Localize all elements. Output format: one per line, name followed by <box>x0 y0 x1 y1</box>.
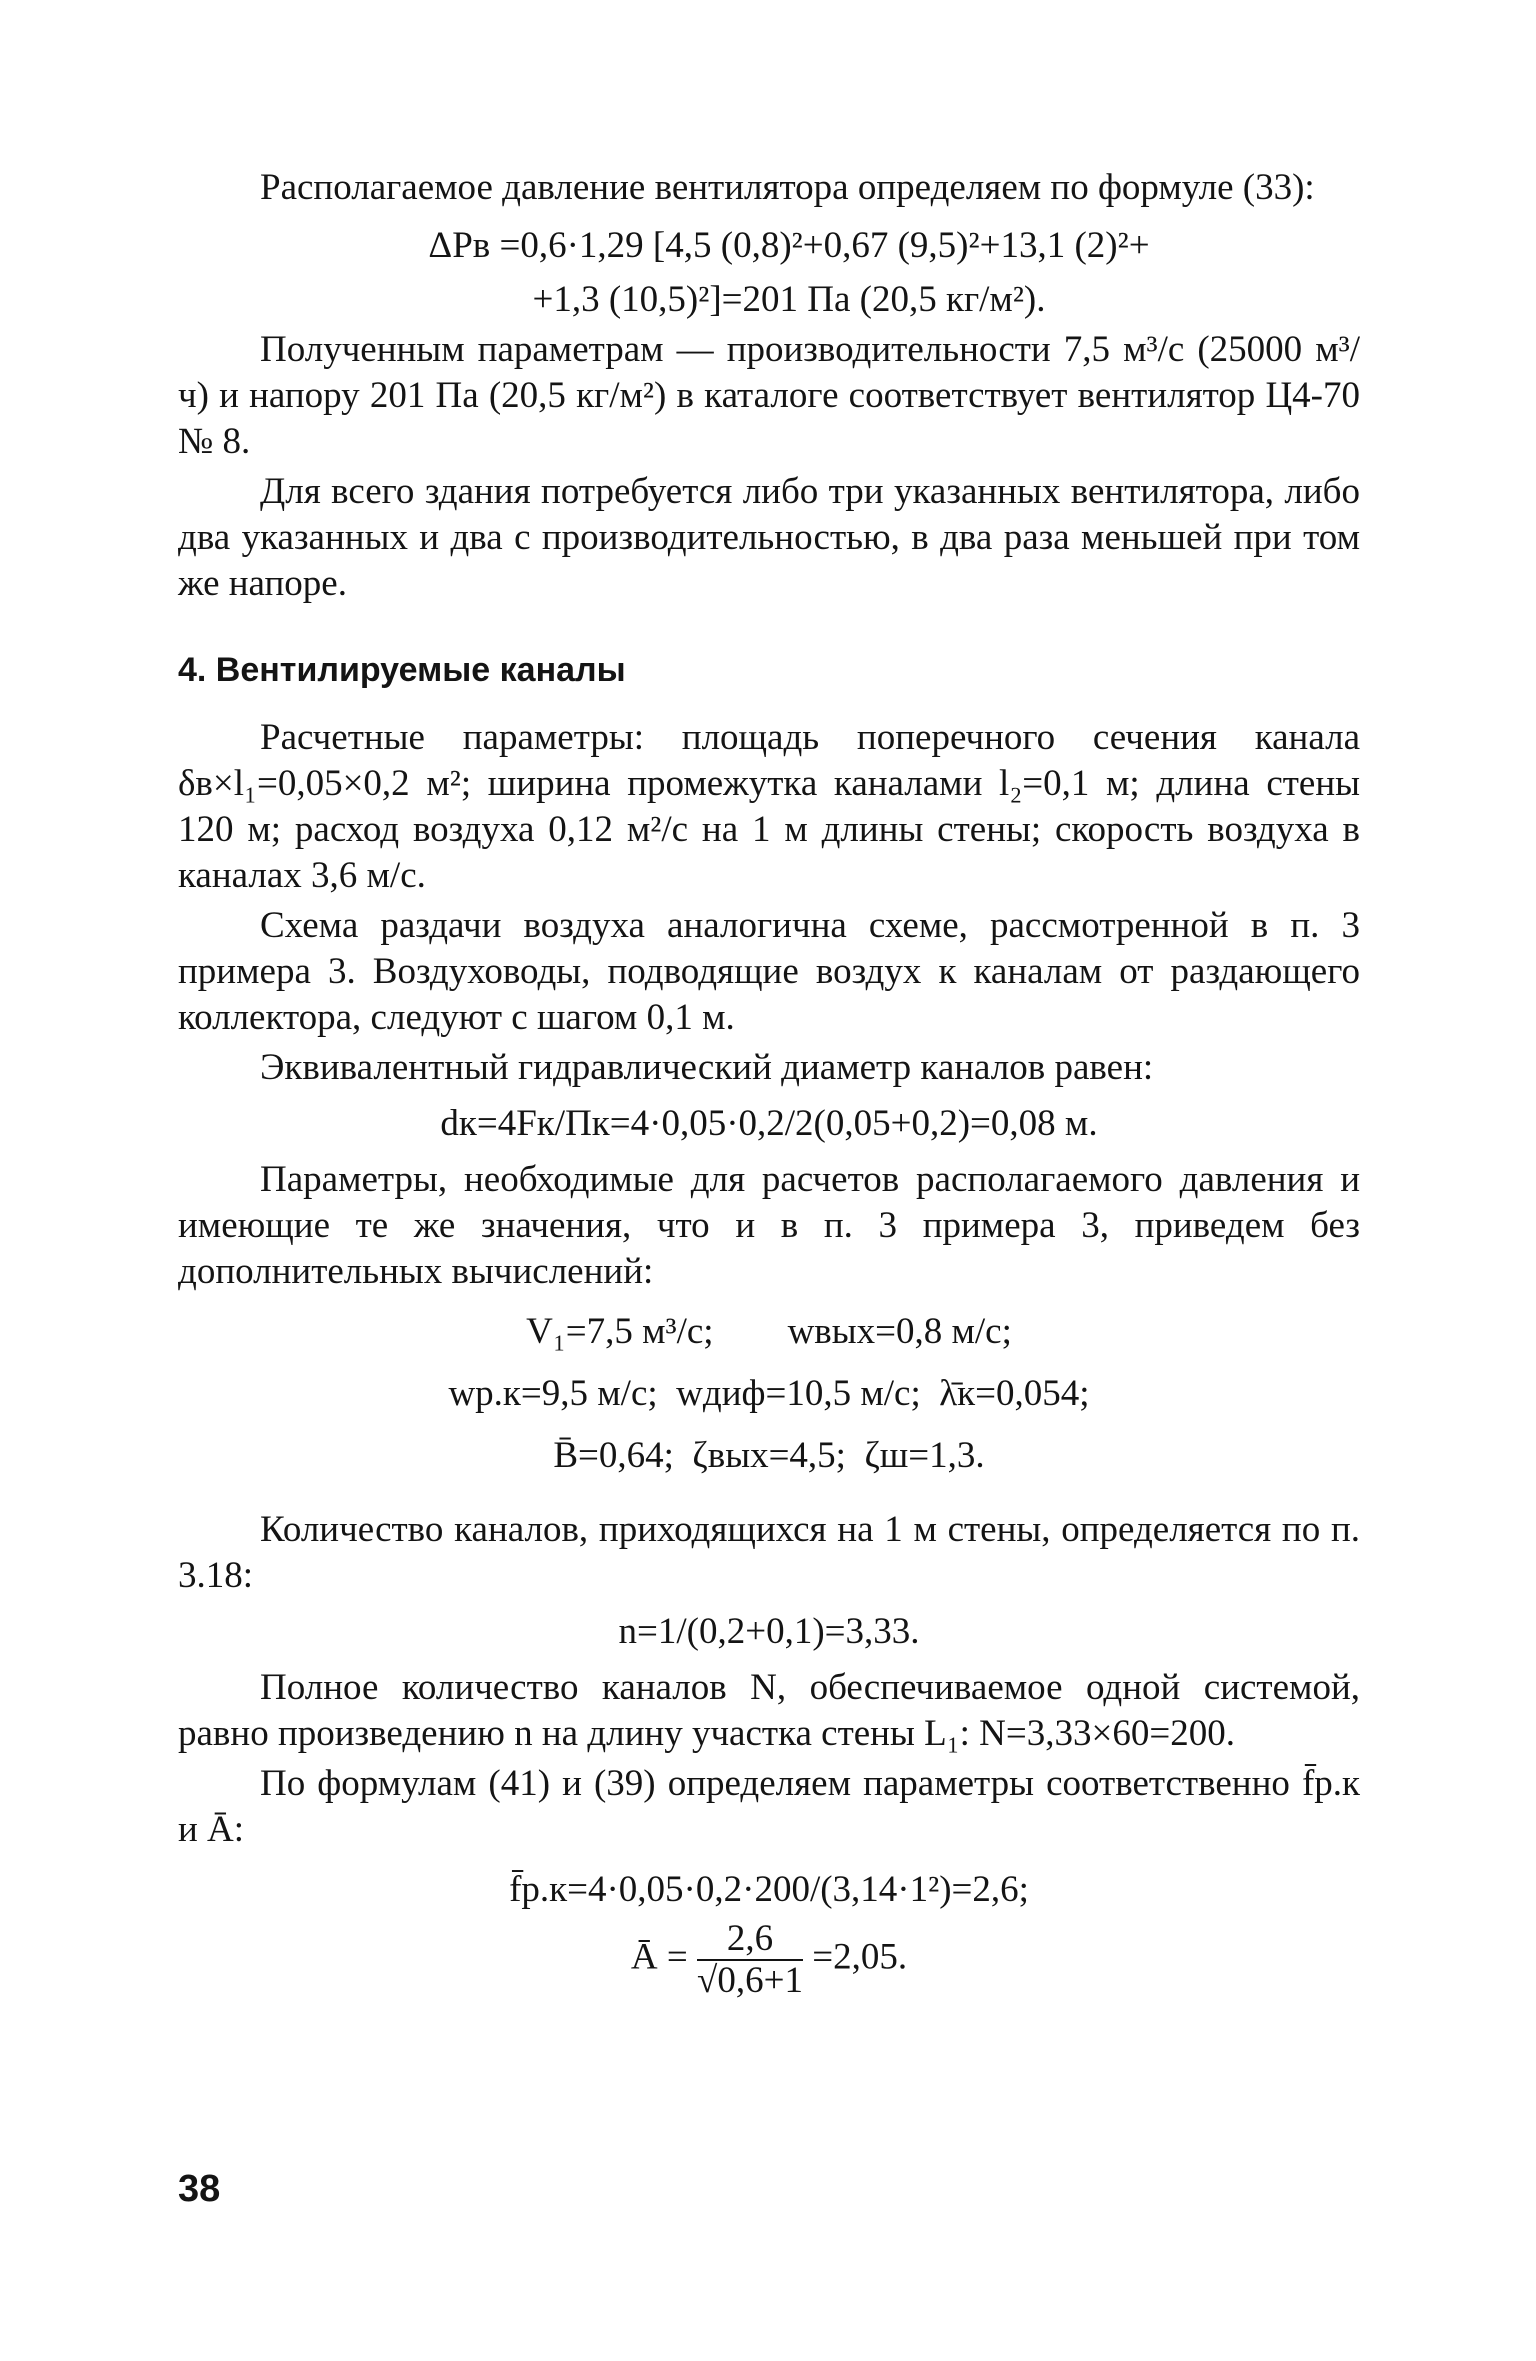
fraction-denominator: √0,6+1 <box>697 1960 803 2001</box>
equation-parameter-list <box>178 1309 1360 1479</box>
fraction-numerator: 2,6 <box>697 1919 803 1961</box>
equation-line: B̄=0,64; ζвых=4,5; ζш=1,3. <box>553 1435 985 1476</box>
equation-diameter: dк=4Fк/Пк=4·0,05·0,2/2(0,05+0,2)=0,08 м. <box>440 1103 1098 1144</box>
paragraph-building-fans: Для всего здания потребуется либо три указанных вентилятора, либо два указанных и два с производительностью, в два раза меньшей при том же напоре. <box>178 471 1360 604</box>
equation-channel-count: n=1/(0,2+0,1)=3,33. <box>618 1611 920 1652</box>
equation-line: wр.к=9,5 м/с; wдиф=10,5 м/с; λ̄к=0,054; <box>448 1373 1090 1414</box>
paragraph-parameters: Параметры, необходимые для расчетов располагаемого давления и имеющие те же значения, что и в п. 3 примера 3, приведем без дополнительных вычислений: <box>178 1159 1360 1292</box>
equation-f-rk: f̄р.к=4·0,05·0,2·200/(3,14·1²)=2,6; <box>509 1869 1029 1910</box>
paragraph-design-params: Расчетные параметры: площадь поперечного сечения канала δв×l₁=0,05×0,2 м²; ширина промежутка каналами l₂=0,1 м; длина стены 120 м; расход воздуха 0,12 м²/с на 1 м длины стены; скорость воздуха в каналах 3,6 м/с. <box>178 717 1360 896</box>
equation-a-rhs: =2,05. <box>812 1936 908 1978</box>
fraction <box>697 1919 803 2001</box>
paragraph-channel-count: Количество каналов, приходящихся на 1 м стены, определяется по п. 3.18: <box>178 1509 1360 1596</box>
paragraph-available-pressure: Располагаемое давление вентилятора определяем по формуле (33): <box>260 167 1315 208</box>
paragraph-equivalent-diameter: Эквивалентный гидравлический диаметр каналов равен: <box>260 1047 1154 1088</box>
equation-a-lhs: Ā = <box>630 1936 688 1978</box>
paragraph-air-scheme: Схема раздачи воздуха аналогична схеме, рассмотренной в п. 3 примера 3. Воздуховоды, подводящие воздух к каналам от раздающего коллектора, следуют с шагом 0,1 м. <box>178 905 1360 1038</box>
paragraph-total-channels: Полное количество каналов N, обеспечиваемое одной системой, равно произведению n на длину участка стены L₁: N=3,33×60=200. <box>178 1667 1360 1754</box>
paragraph-fan-selection: Полученным параметрам — производительности 7,5 м³/с (25000 м³/ч) и напору 201 Па (20,5 кг/м²) в каталоге соответствует вентилятор Ц4-70 № 8. <box>178 329 1360 462</box>
section-heading: 4. Вентилируемые каналы <box>178 651 626 689</box>
paragraph-formulas: По формулам (41) и (39) определяем параметры соответственно f̄р.к и Ā: <box>178 1763 1360 1850</box>
page-number: 38 <box>178 2168 221 2210</box>
equation-line: ΔPв =0,6·1,29 [4,5 (0,8)²+0,67 (9,5)²+13,1 (2)²+ <box>428 225 1150 266</box>
equation-pressure <box>178 223 1360 323</box>
text-column <box>178 165 1360 2001</box>
equation-a-bar <box>178 1919 1360 2001</box>
equation-line: +1,3 (10,5)²]=201 Па (20,5 кг/м²). <box>532 279 1046 320</box>
equation-line: V₁=7,5 м³/с; wвых=0,8 м/с; <box>526 1311 1012 1352</box>
